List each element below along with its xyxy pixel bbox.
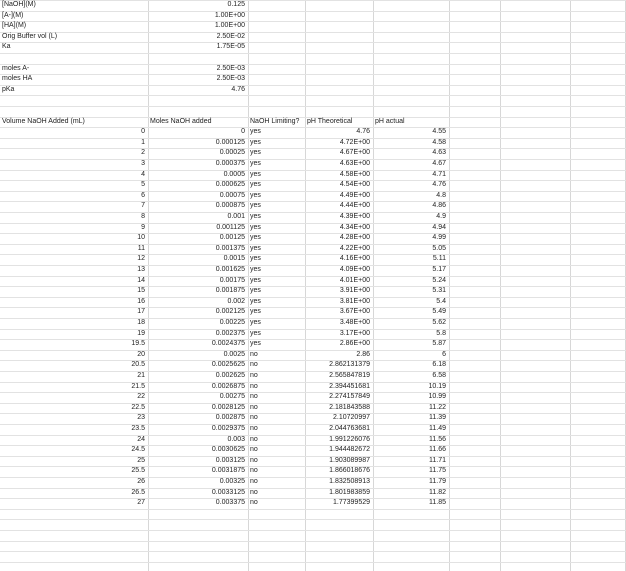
param-label-cell[interactable]: moles HA (2, 75, 33, 82)
volume-naoh-cell[interactable]: 6 (141, 192, 145, 199)
row-gridline (0, 519, 626, 520)
ph-theoretical-cell[interactable]: 1.801983859 (329, 489, 370, 496)
row-gridline (0, 106, 626, 107)
volume-naoh-cell[interactable]: 9 (141, 224, 145, 231)
moles-naoh-cell[interactable]: 0.0015 (223, 255, 245, 262)
ph-theoretical-cell[interactable]: 2.86E+00 (339, 340, 370, 347)
param-value-cell[interactable]: 4.76 (231, 86, 245, 93)
moles-naoh-cell[interactable]: 0.003125 (215, 457, 245, 464)
moles-naoh-cell[interactable]: 0.0025625 (211, 361, 245, 368)
moles-naoh-cell[interactable]: 0.000125 (215, 139, 245, 146)
volume-naoh-cell[interactable]: 19 (137, 330, 145, 337)
volume-naoh-cell[interactable]: 8 (141, 213, 145, 220)
volume-naoh-cell[interactable]: 13 (137, 266, 145, 273)
ph-actual-cell[interactable]: 4.94 (432, 224, 446, 231)
ph-actual-cell[interactable]: 11.75 (429, 467, 446, 474)
naoh-limiting-cell[interactable]: no (250, 446, 258, 453)
volume-naoh-cell[interactable]: 25 (137, 457, 145, 464)
moles-naoh-cell[interactable]: 0.00225 (219, 319, 245, 326)
row-gridline (0, 530, 626, 531)
moles-naoh-cell[interactable]: 0.002375 (215, 330, 245, 337)
volume-naoh-cell[interactable]: 26 (137, 478, 145, 485)
naoh-limiting-cell[interactable]: no (250, 351, 258, 358)
ph-theoretical-cell[interactable]: 1.866018676 (329, 467, 370, 474)
ph-actual-cell[interactable]: 5.31 (432, 287, 446, 294)
ph-actual-cell[interactable]: 6 (442, 351, 446, 358)
naoh-limiting-cell[interactable]: yes (250, 224, 261, 231)
moles-naoh-cell[interactable]: 0.000375 (215, 160, 245, 167)
naoh-limiting-cell[interactable]: no (250, 467, 258, 474)
ph-theoretical-cell[interactable]: 1.944482672 (329, 446, 370, 453)
volume-naoh-cell[interactable]: 26.5 (131, 489, 145, 496)
ph-actual-cell[interactable]: 5.11 (432, 255, 446, 262)
ph-actual-cell[interactable]: 5.8 (436, 330, 446, 337)
volume-naoh-cell[interactable]: 22 (137, 393, 145, 400)
param-value-cell[interactable]: 2.50E-02 (216, 33, 245, 40)
ph-actual-cell[interactable]: 5.49 (432, 308, 446, 315)
ph-theoretical-cell[interactable]: 2.565847819 (329, 372, 370, 379)
moles-naoh-cell[interactable]: 0.00275 (219, 393, 245, 400)
moles-naoh-cell[interactable]: 0.0030625 (211, 446, 245, 453)
ph-theoretical-cell[interactable]: 2.274157849 (329, 393, 370, 400)
ph-theoretical-cell[interactable]: 4.58E+00 (339, 171, 370, 178)
ph-actual-cell[interactable]: 5.87 (432, 340, 446, 347)
ph-theoretical-cell[interactable]: 4.09E+00 (339, 266, 370, 273)
ph-actual-cell[interactable]: 11.71 (429, 457, 446, 464)
naoh-limiting-cell[interactable]: yes (250, 213, 261, 220)
naoh-limiting-cell[interactable]: yes (250, 202, 261, 209)
ph-actual-cell[interactable]: 4.63 (432, 149, 446, 156)
table-header-cell[interactable]: Moles NaOH added (150, 118, 212, 125)
ph-actual-cell[interactable]: 6.18 (432, 361, 446, 368)
volume-naoh-cell[interactable]: 16 (137, 298, 145, 305)
moles-naoh-cell[interactable]: 0.0029375 (211, 425, 245, 432)
ph-actual-cell[interactable]: 5.62 (432, 319, 446, 326)
naoh-limiting-cell[interactable]: yes (250, 128, 261, 135)
ph-theoretical-cell[interactable]: 3.67E+00 (339, 308, 370, 315)
moles-naoh-cell[interactable]: 0.00075 (219, 192, 245, 199)
volume-naoh-cell[interactable]: 10 (137, 234, 145, 241)
naoh-limiting-cell[interactable]: yes (250, 245, 261, 252)
volume-naoh-cell[interactable]: 19.5 (131, 340, 145, 347)
ph-theoretical-cell[interactable]: 3.48E+00 (339, 319, 370, 326)
ph-actual-cell[interactable]: 11.56 (429, 436, 446, 443)
volume-naoh-cell[interactable]: 2 (141, 149, 145, 156)
volume-naoh-cell[interactable]: 17 (137, 308, 145, 315)
naoh-limiting-cell[interactable]: yes (250, 330, 261, 337)
ph-actual-cell[interactable]: 10.99 (428, 393, 446, 400)
volume-naoh-cell[interactable]: 23.5 (131, 425, 145, 432)
ph-actual-cell[interactable]: 11.66 (429, 446, 446, 453)
volume-naoh-cell[interactable]: 3 (141, 160, 145, 167)
ph-theoretical-cell[interactable]: 4.67E+00 (339, 149, 370, 156)
naoh-limiting-cell[interactable]: yes (250, 255, 261, 262)
ph-theoretical-cell[interactable]: 4.28E+00 (339, 234, 370, 241)
moles-naoh-cell[interactable]: 0.00125 (219, 234, 245, 241)
param-label-cell[interactable] (2, 53, 145, 63)
row-gridline (0, 95, 626, 96)
param-value-cell[interactable]: 2.50E-03 (216, 65, 245, 72)
ph-actual-cell[interactable]: 4.86 (432, 202, 446, 209)
ph-theoretical-cell[interactable]: 4.01E+00 (339, 277, 370, 284)
moles-naoh-cell[interactable]: 0.002875 (215, 414, 245, 421)
moles-naoh-cell[interactable]: 0 (241, 128, 245, 135)
ph-theoretical-cell[interactable]: 4.16E+00 (339, 255, 370, 262)
naoh-limiting-cell[interactable]: yes (250, 340, 261, 347)
ph-actual-cell[interactable]: 4.8 (436, 192, 446, 199)
naoh-limiting-cell[interactable]: yes (250, 181, 261, 188)
volume-naoh-cell[interactable]: 22.5 (131, 404, 145, 411)
naoh-limiting-cell[interactable]: yes (250, 171, 261, 178)
ph-theoretical-cell[interactable]: 4.76 (356, 128, 370, 135)
moles-naoh-cell[interactable]: 0.000625 (215, 181, 245, 188)
ph-theoretical-cell[interactable]: 1.832508913 (329, 478, 370, 485)
volume-naoh-cell[interactable]: 5 (141, 181, 145, 188)
ph-actual-cell[interactable]: 5.05 (432, 245, 446, 252)
volume-naoh-cell[interactable]: 7 (141, 202, 145, 209)
param-value-cell[interactable]: 0.125 (227, 1, 245, 8)
moles-naoh-cell[interactable]: 0.001875 (215, 287, 245, 294)
row-gridline (0, 541, 626, 542)
param-label-cell[interactable]: [HA](M) (2, 22, 27, 29)
param-label-cell[interactable]: pKa (2, 86, 15, 93)
moles-naoh-cell[interactable]: 0.00025 (219, 149, 245, 156)
ph-actual-cell[interactable]: 11.85 (429, 499, 446, 506)
row-gridline (0, 562, 626, 563)
naoh-limiting-cell[interactable]: no (250, 457, 258, 464)
ph-theoretical-cell[interactable]: 4.44E+00 (339, 202, 370, 209)
moles-naoh-cell[interactable]: 0.0031875 (211, 467, 245, 474)
ph-actual-cell[interactable]: 10.19 (428, 383, 446, 390)
row-gridline (0, 551, 626, 552)
naoh-limiting-cell[interactable]: no (250, 383, 258, 390)
naoh-limiting-cell[interactable]: yes (250, 234, 261, 241)
ph-actual-cell[interactable]: 5.24 (432, 277, 446, 284)
ph-theoretical-cell[interactable]: 3.17E+00 (339, 330, 370, 337)
ph-theoretical-cell[interactable]: 1.991226076 (329, 436, 370, 443)
ph-theoretical-cell[interactable]: 4.22E+00 (339, 245, 370, 252)
ph-actual-cell[interactable]: 11.39 (429, 414, 446, 421)
volume-naoh-cell[interactable]: 23 (137, 414, 145, 421)
naoh-limiting-cell[interactable]: no (250, 404, 258, 411)
ph-theoretical-cell[interactable]: 4.72E+00 (339, 139, 370, 146)
naoh-limiting-cell[interactable]: yes (250, 298, 261, 305)
naoh-limiting-cell[interactable]: yes (250, 149, 261, 156)
ph-theoretical-cell[interactable]: 2.181843588 (329, 404, 370, 411)
moles-naoh-cell[interactable]: 0.0033125 (211, 489, 245, 496)
moles-naoh-cell[interactable]: 0.0024375 (211, 340, 245, 347)
ph-theoretical-cell[interactable]: 4.34E+00 (339, 224, 370, 231)
ph-actual-cell[interactable]: 4.67 (432, 160, 446, 167)
volume-naoh-cell[interactable]: 12 (137, 255, 145, 262)
naoh-limiting-cell[interactable]: no (250, 499, 258, 506)
param-value-cell[interactable] (150, 53, 245, 63)
ph-theoretical-cell[interactable]: 4.39E+00 (339, 213, 370, 220)
naoh-limiting-cell[interactable]: no (250, 361, 258, 368)
moles-naoh-cell[interactable]: 0.002 (227, 298, 245, 305)
naoh-limiting-cell[interactable]: no (250, 393, 258, 400)
moles-naoh-cell[interactable]: 0.001625 (215, 266, 245, 273)
ph-theoretical-cell[interactable]: 3.91E+00 (339, 287, 370, 294)
volume-naoh-cell[interactable]: 20 (137, 351, 145, 358)
naoh-limiting-cell[interactable]: no (250, 478, 258, 485)
naoh-limiting-cell[interactable]: no (250, 489, 258, 496)
volume-naoh-cell[interactable]: 24.5 (131, 446, 145, 453)
ph-actual-cell[interactable]: 5.17 (432, 266, 446, 273)
row-gridline (0, 509, 626, 510)
ph-theoretical-cell[interactable]: 4.63E+00 (339, 160, 370, 167)
naoh-limiting-cell[interactable]: yes (250, 139, 261, 146)
naoh-limiting-cell[interactable]: no (250, 414, 258, 421)
naoh-limiting-cell[interactable]: yes (250, 277, 261, 284)
moles-naoh-cell[interactable]: 0.0028125 (211, 404, 245, 411)
volume-naoh-cell[interactable]: 0 (141, 128, 145, 135)
ph-theoretical-cell[interactable]: 2.86 (356, 351, 370, 358)
ph-actual-cell[interactable]: 11.79 (429, 478, 446, 485)
ph-actual-cell[interactable]: 4.58 (432, 139, 446, 146)
moles-naoh-cell[interactable]: 0.002625 (215, 372, 245, 379)
naoh-limiting-cell[interactable]: no (250, 436, 258, 443)
param-label-cell[interactable]: [A-](M) (2, 12, 24, 19)
table-header-cell[interactable]: Volume NaOH Added (mL) (2, 118, 85, 125)
ph-theoretical-cell[interactable]: 2.10720997 (333, 414, 370, 421)
ph-actual-cell[interactable]: 11.22 (429, 404, 446, 411)
ph-actual-cell[interactable]: 11.49 (429, 425, 446, 432)
moles-naoh-cell[interactable]: 0.0025 (223, 351, 245, 358)
moles-naoh-cell[interactable]: 0.000875 (215, 202, 245, 209)
ph-theoretical-cell[interactable]: 3.81E+00 (339, 298, 370, 305)
ph-theoretical-cell[interactable]: 1.77399529 (333, 499, 370, 506)
ph-actual-cell[interactable]: 4.76 (432, 181, 446, 188)
param-value-cell[interactable]: 1.00E+00 (214, 12, 245, 19)
ph-theoretical-cell[interactable]: 4.49E+00 (339, 192, 370, 199)
ph-actual-cell[interactable]: 5.4 (436, 298, 446, 305)
volume-naoh-cell[interactable]: 18 (137, 319, 145, 326)
moles-naoh-cell[interactable]: 0.001 (227, 213, 245, 220)
table-header-cell[interactable]: pH actual (375, 118, 405, 125)
naoh-limiting-cell[interactable]: yes (250, 319, 261, 326)
volume-naoh-cell[interactable]: 25.5 (131, 467, 145, 474)
moles-naoh-cell[interactable]: 0.001375 (215, 245, 245, 252)
naoh-limiting-cell[interactable]: yes (250, 266, 261, 273)
moles-naoh-cell[interactable]: 0.00175 (219, 277, 245, 284)
param-label-cell[interactable]: Ka (2, 43, 11, 50)
param-label-cell[interactable]: Orig Buffer vol (L) (2, 33, 58, 40)
moles-naoh-cell[interactable]: 0.0005 (223, 171, 245, 178)
naoh-limiting-cell[interactable]: no (250, 425, 258, 432)
ph-theoretical-cell[interactable]: 4.54E+00 (339, 181, 370, 188)
table-header-cell[interactable]: pH Theoretical (307, 118, 353, 125)
ph-theoretical-cell[interactable]: 2.394451681 (329, 383, 370, 390)
naoh-limiting-cell[interactable]: yes (250, 287, 261, 294)
volume-naoh-cell[interactable]: 21 (137, 372, 145, 379)
ph-theoretical-cell[interactable]: 2.862131379 (329, 361, 370, 368)
moles-naoh-cell[interactable]: 0.0026875 (211, 383, 245, 390)
ph-actual-cell[interactable]: 4.71 (432, 171, 446, 178)
moles-naoh-cell[interactable]: 0.003 (227, 436, 245, 443)
volume-naoh-cell[interactable]: 15 (137, 287, 145, 294)
param-value-cell[interactable]: 1.00E+00 (214, 22, 245, 29)
moles-naoh-cell[interactable]: 0.001125 (216, 224, 245, 231)
ph-actual-cell[interactable]: 11.82 (429, 489, 446, 496)
naoh-limiting-cell[interactable]: yes (250, 192, 261, 199)
naoh-limiting-cell[interactable]: no (250, 372, 258, 379)
param-label-cell[interactable]: [NaOH](M) (2, 1, 36, 8)
volume-naoh-cell[interactable]: 4 (141, 171, 145, 178)
param-label-cell[interactable]: moles A- (2, 65, 30, 72)
ph-actual-cell[interactable]: 6.58 (432, 372, 446, 379)
volume-naoh-cell[interactable]: 11 (137, 245, 145, 252)
volume-naoh-cell[interactable]: 21.5 (131, 383, 145, 390)
param-value-cell[interactable]: 2.50E-03 (216, 75, 245, 82)
volume-naoh-cell[interactable]: 14 (137, 277, 145, 284)
ph-actual-cell[interactable]: 4.55 (432, 128, 446, 135)
naoh-limiting-cell[interactable]: yes (250, 160, 261, 167)
ph-actual-cell[interactable]: 4.99 (432, 234, 446, 241)
ph-actual-cell[interactable]: 4.9 (436, 213, 446, 220)
volume-naoh-cell[interactable]: 27 (137, 499, 145, 506)
table-header-cell[interactable]: NaOH Limiting? (250, 118, 300, 125)
ph-theoretical-cell[interactable]: 1.903089987 (329, 457, 370, 464)
param-value-cell[interactable]: 1.75E-05 (216, 43, 245, 50)
volume-naoh-cell[interactable]: 24 (137, 436, 145, 443)
moles-naoh-cell[interactable]: 0.003375 (215, 499, 245, 506)
ph-theoretical-cell[interactable]: 2.044763681 (329, 425, 370, 432)
volume-naoh-cell[interactable]: 1 (141, 139, 145, 146)
volume-naoh-cell[interactable]: 20.5 (131, 361, 145, 368)
moles-naoh-cell[interactable]: 0.002125 (215, 308, 245, 315)
moles-naoh-cell[interactable]: 0.00325 (219, 478, 245, 485)
naoh-limiting-cell[interactable]: yes (250, 308, 261, 315)
